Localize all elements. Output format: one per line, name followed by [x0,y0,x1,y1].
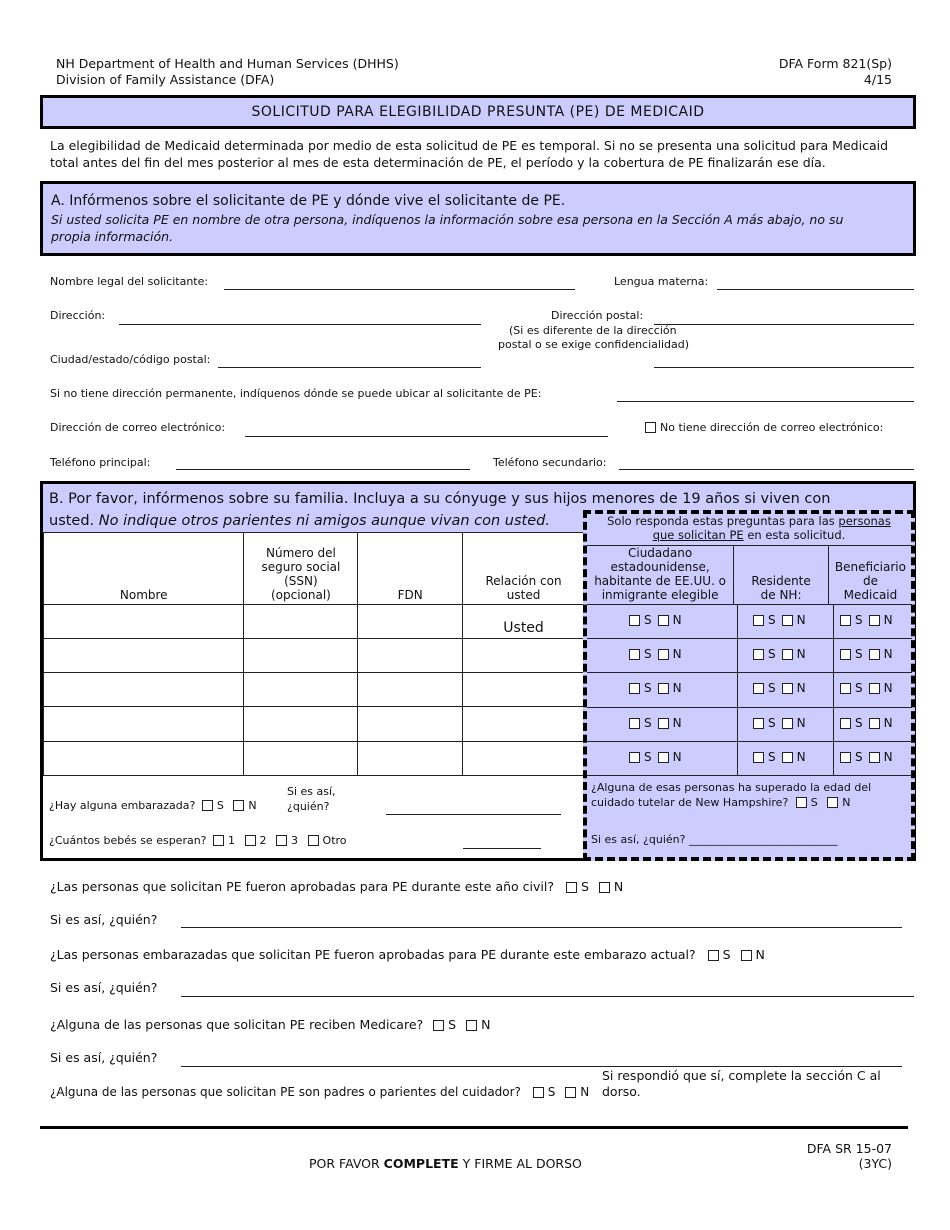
secondary-phone-field[interactable] [619,469,914,470]
form-id: DFA Form 821(Sp) [778,56,892,71]
no-permanent-address-label: Si no tiene dirección permanente, indíquenos dónde se puede ubicar al solicitante de PE: [50,387,542,400]
relation-cell[interactable] [463,673,585,707]
table-row [44,742,585,776]
email-label: Dirección de correo electrónico: [50,421,226,434]
q3-who-field[interactable] [181,1066,902,1067]
ssn-cell[interactable] [244,673,358,707]
relation-cell[interactable] [463,639,585,673]
no-checkbox[interactable] [658,752,669,763]
family-table [43,532,585,776]
col-citizen: Ciudadano estadounidense, habitante de EE.UU. o inmigrante elegible [587,546,734,605]
pe-answer-cell: S N [834,741,912,775]
babies-other-field[interactable] [463,848,541,849]
question-1: ¿Las personas que solicitan PE fueron aprobadas para PE durante este año civil? S N [50,879,624,894]
table-row [44,673,585,707]
section-a-note-1: Si usted solicita PE en nombre de otra persona, indíquenos la información sobre esa persona en la Sección A más abajo, no su [51,212,844,227]
section-a-note-2: propia información. [51,229,174,244]
mailing-city-field[interactable] [654,367,914,368]
footer-code-2: (3YC) [858,1156,892,1171]
q3-who-label: Si es así, ¿quién? [50,1050,158,1065]
no-email-label: No tiene dirección de correo electrónico: [660,421,884,434]
babies-1-checkbox[interactable] [213,835,224,846]
pe-answer-cell: S N [738,638,834,672]
name-cell[interactable] [44,742,244,776]
yes-checkbox[interactable] [840,718,851,729]
section-b-heading-2: usted. No indique otros parientes ni amigos aunque vivan con usted. [49,513,550,529]
q3-yes-checkbox[interactable] [433,1020,444,1031]
primary-phone-label: Teléfono principal: [50,456,151,469]
section-a-heading: A. Infórmenos sobre el solicitante de PE y dónde vive el solicitante de PE. [51,193,566,209]
primary-phone-field[interactable] [176,469,470,470]
section-a-band [40,181,916,256]
no-checkbox[interactable] [658,649,669,660]
q2-yes-checkbox[interactable] [708,950,719,961]
foster-question: ¿Alguna de esas personas ha superado la edad del cuidado tutelar de New Hampshire? S N [591,781,872,809]
q1-yes-checkbox[interactable] [566,882,577,893]
city-state-zip-field[interactable] [218,367,481,368]
department-name: NH Department of Health and Human Services (DHHS) [56,56,399,71]
no-checkbox[interactable] [782,752,793,763]
yes-checkbox[interactable] [753,649,764,660]
pregnant-question: ¿Hay alguna embarazada? S N [49,799,257,812]
relation-cell[interactable] [463,742,585,776]
email-field[interactable] [245,436,608,437]
ssn-cell[interactable] [244,605,358,639]
title-band [40,95,916,129]
pe-answers-table [587,545,912,605]
yes-checkbox[interactable] [629,752,640,763]
intro-line-1: La elegibilidad de Medicaid determinada por medio de esta solicitud de PE es temporal. Si no se presenta una solicitud para Medicaid [50,138,889,153]
intro-line-2: total antes del fin del mes posterior al mes de esta determinación de PE, el período y la cobertura de PE finalizarán ese día. [50,155,826,170]
name-cell[interactable] [44,707,244,742]
pe-table-header [587,546,912,605]
dob-cell[interactable] [358,707,463,742]
q1-who-field[interactable] [181,927,902,928]
babies-3-checkbox[interactable] [276,835,287,846]
name-cell[interactable] [44,673,244,707]
relation-cell[interactable] [463,707,585,742]
pregnant-who-label-1: Si es así, [287,785,336,798]
yes-checkbox[interactable] [840,615,851,626]
mailing-address-label: Dirección postal: [551,309,644,322]
no-checkbox[interactable] [782,649,793,660]
pregnant-no-checkbox[interactable] [233,800,244,811]
pe-answer-cell: S N [834,604,912,638]
pe-answer-cell: S N [738,604,834,638]
foster-yes-checkbox[interactable] [796,797,807,808]
yes-checkbox[interactable] [753,718,764,729]
footer-rule [40,1126,908,1129]
pregnant-who-field[interactable] [386,814,561,815]
yes-checkbox[interactable] [629,649,640,660]
col-resident: Residente de NH: [734,546,829,605]
mailing-address-field[interactable] [654,324,914,325]
q3-no-checkbox[interactable] [466,1020,477,1031]
no-checkbox[interactable] [782,683,793,694]
col-dob: FDN [358,533,463,605]
babies-other-checkbox[interactable] [308,835,319,846]
mailing-note-1: (Si es diferente de la dirección [509,324,677,337]
no-checkbox[interactable] [658,718,669,729]
no-checkbox[interactable] [782,718,793,729]
footer-instruction: POR FAVOR COMPLETE Y FIRME AL DORSO [309,1156,582,1171]
yes-checkbox[interactable] [629,615,640,626]
yes-checkbox[interactable] [840,649,851,660]
mother-tongue-label: Lengua materna: [614,275,709,288]
no-checkbox[interactable] [869,615,880,626]
ssn-cell[interactable] [244,707,358,742]
q2-no-checkbox[interactable] [741,950,752,961]
no-checkbox[interactable] [869,683,880,694]
col-beneficiary: Beneficiario de Medicaid [828,546,912,605]
pregnant-who-label-2: ¿quién? [287,800,330,813]
division-name: Division of Family Assistance (DFA) [56,72,275,87]
no-checkbox[interactable] [869,752,880,763]
pe-answer-cell: S N [834,638,912,672]
table-row [44,639,585,673]
question-3: ¿Alguna de las personas que solicitan PE reciben Medicare? S N [50,1017,491,1032]
address-label: Dirección: [50,309,106,322]
babies-2-checkbox[interactable] [245,835,256,846]
pe-answer-cell: S N [587,638,738,672]
mailing-note-2: postal o se exige confidencialidad) [498,338,690,351]
pe-panel-note: Solo responda estas preguntas para las personas que solicitan PE en esta solicitud. [607,514,891,542]
no-email-checkbox[interactable] [645,422,656,433]
address-field[interactable] [119,324,481,325]
form-date: 4/15 [863,72,892,87]
mother-tongue-field[interactable] [717,289,914,290]
yes-checkbox[interactable] [840,752,851,763]
question-4: ¿Alguna de las personas que solicitan PE son padres o parientes del cuidador? S N [50,1085,590,1099]
pe-answer-cell: S N [738,707,834,741]
no-checkbox[interactable] [869,718,880,729]
dob-cell[interactable] [358,673,463,707]
babies-question: ¿Cuántos bebés se esperan? 1 2 3 Otro [49,834,347,847]
section-b-heading-1: B. Por favor, infórmenos sobre su familia. Incluya a su cónyuge y sus hijos menores de 19 años si viven con [49,491,831,507]
secondary-phone-label: Teléfono secundario: [493,456,607,469]
legal-name-label: Nombre legal del solicitante: [50,275,209,288]
ssn-cell[interactable] [244,742,358,776]
pe-answer-cell: S N [834,672,912,707]
q2-who-field[interactable] [181,996,914,997]
yes-checkbox[interactable] [753,615,764,626]
pe-answer-cell: S N [738,741,834,775]
pregnant-yes-checkbox[interactable] [202,800,213,811]
table-row [44,707,585,742]
yes-checkbox[interactable] [629,718,640,729]
name-cell[interactable] [44,605,244,639]
foster-who[interactable]: Si es así, ¿quién? ___________________________ [591,833,838,846]
pe-answer-cell: S N [587,672,738,707]
col-name: Nombre [44,533,244,605]
foster-no-checkbox[interactable] [827,797,838,808]
no-checkbox[interactable] [658,683,669,694]
relation-cell[interactable]: Usted [463,605,585,639]
pe-answer-cell: S N [738,672,834,707]
q2-who-label: Si es así, ¿quién? [50,980,158,995]
location-field[interactable] [617,401,914,402]
q1-no-checkbox[interactable] [599,882,610,893]
no-email-option [645,421,883,434]
no-checkbox[interactable] [782,615,793,626]
yes-checkbox[interactable] [753,752,764,763]
pe-rows-bottom-rule [587,775,912,776]
yes-checkbox[interactable] [753,683,764,694]
table-row [44,605,585,639]
ssn-cell[interactable] [244,639,358,673]
family-table-header [44,533,585,605]
pe-answer-cell: S N [587,604,738,638]
yes-checkbox[interactable] [840,683,851,694]
q4-note: Si respondió que sí, complete la sección C al dorso. [602,1068,881,1099]
form-title: SOLICITUD PARA ELEGIBILIDAD PRESUNTA (PE) DE MEDICAID [251,104,705,120]
col-ssn: Número del seguro social (SSN) (opcional) [244,533,358,605]
pe-answer-cell: S N [834,707,912,741]
q1-who-label: Si es así, ¿quién? [50,912,158,927]
footer-code: DFA SR 15-07 [806,1141,892,1156]
q4-yes-checkbox[interactable] [533,1087,544,1098]
no-checkbox[interactable] [658,615,669,626]
no-checkbox[interactable] [869,649,880,660]
question-2: ¿Las personas embarazadas que solicitan PE fueron aprobadas para PE durante este embarazo actual? S N [50,947,765,962]
dob-cell[interactable] [358,605,463,639]
pe-answer-cell: S N [587,707,738,741]
col-relation: Relación con usted [463,533,585,605]
pe-answer-cell: S N [587,741,738,775]
yes-checkbox[interactable] [629,683,640,694]
city-state-zip-label: Ciudad/estado/código postal: [50,353,211,366]
q4-no-checkbox[interactable] [565,1087,576,1098]
dob-cell[interactable] [358,639,463,673]
legal-name-field[interactable] [224,289,575,290]
name-cell[interactable] [44,639,244,673]
dob-cell[interactable] [358,742,463,776]
